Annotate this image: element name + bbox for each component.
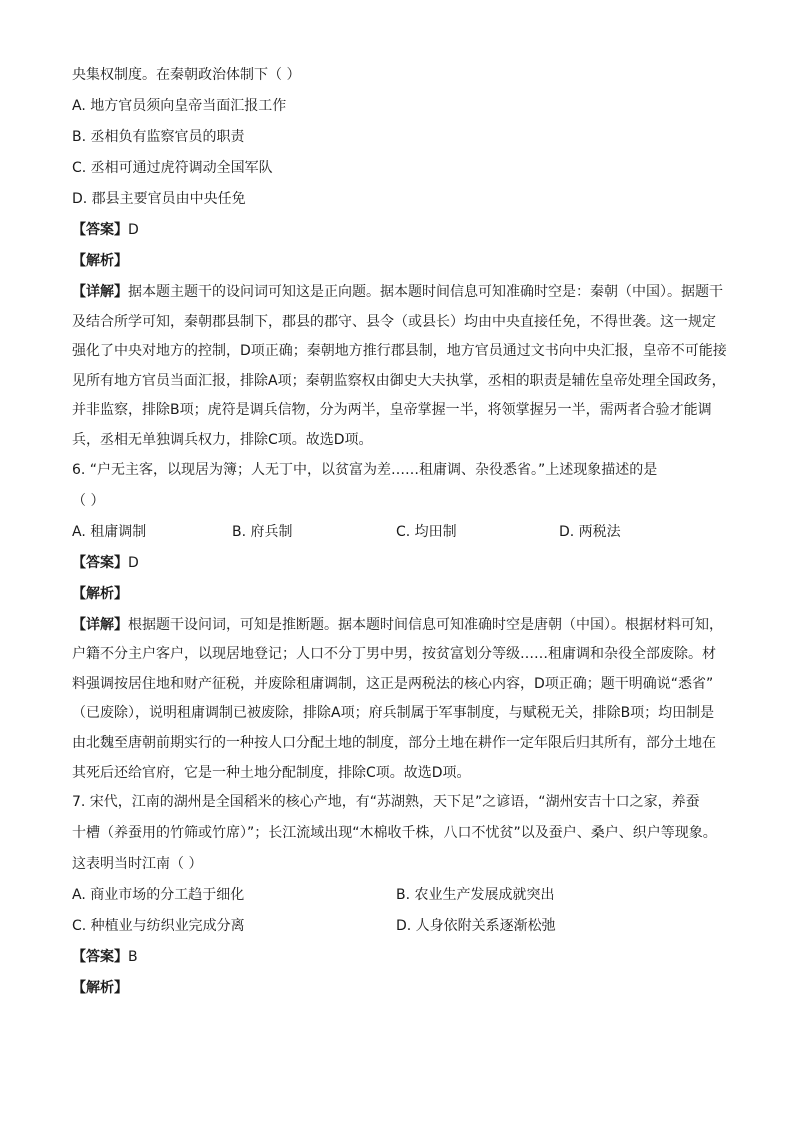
document-page xyxy=(72,62,727,1006)
q6-options-row xyxy=(72,519,722,550)
q6-detail-line: （已废除），说明租庸调制已被废除，排除A项；府兵制属于军事制度，与赋税无关，排除B项；均田制是 xyxy=(72,705,715,722)
q5-detail-line: 强化了中央对地方的控制，D项正确；秦朝地方推行郡县制，地方官员通过文书向中央汇报，皇帝不可能接 xyxy=(72,343,727,360)
answer-tag: 【答案】 xyxy=(72,554,128,571)
q6-detail-line: 户籍不分主户客户，以现居地登记；人口不分丁男中男，按贫富划分等级……租庸调和杂役全部废除。材 xyxy=(72,646,716,663)
q7-options-row xyxy=(72,913,722,944)
q6-detail-line: 料强调按居住地和财产征税，并废除租庸调制，这正是两税法的核心内容，D项正确；题干明确说“悉省” xyxy=(72,675,714,692)
q5-option-a: A. 地方官员须向皇帝当面汇报工作 xyxy=(72,98,287,114)
q5-detail-line xyxy=(72,279,722,309)
q5-detail-line: 及结合所学可知，秦朝郡县制下，郡县的郡守、县令（或县长）均由中央直接任免，不得世袭。这一规定 xyxy=(72,313,716,330)
q7-stem: 7. 宋代，江南的湖州是全国稻米的核心产地，有“苏湖熟，天下足”之谚语，“湖州安吉十口之家，养蚕 xyxy=(72,794,700,811)
answer-value: B xyxy=(128,949,138,966)
q7-options-row xyxy=(72,882,722,913)
answer-value: D xyxy=(128,222,139,238)
analysis-tag: 【解析】 xyxy=(72,585,128,602)
q6-option-c: C. 均田制 xyxy=(396,523,457,540)
q5-option-d: D. 郡县主要官员由中央任免 xyxy=(72,191,246,207)
q7-stem: 十槽（养蚕用的竹筛或竹席）”；长江流域出现“木棉收千株，八口不忧贫”以及蚕户、桑户、织户等现象。 xyxy=(72,825,717,842)
q6-detail-line xyxy=(72,612,722,642)
q6-analysis xyxy=(72,581,722,612)
answer-tag: 【答案】 xyxy=(72,222,128,238)
q5-answer xyxy=(72,217,722,248)
detail-text: 据本题主题干的设问词可知这是正向题。据本题时间信息可知准确时空是：秦朝（中国）。据题干 xyxy=(128,284,723,300)
q6-answer xyxy=(72,550,722,581)
q5-option-b: B. 丞相负有监察官员的职责 xyxy=(72,129,245,145)
q6-stem: 6. “户无主客，以现居为簿；人无丁中，以贫富为差……租庸调、杂役悉省。”上述现象描述的是 xyxy=(72,461,658,478)
answer-value: D xyxy=(128,554,139,571)
q5-option-c: C. 丞相可通过虎符调动全国军队 xyxy=(72,160,273,176)
q6-detail-line: 其死后还给官府，它是一种土地分配制度，排除C项。故选D项。 xyxy=(72,764,471,781)
q6-option-a: A. 租庸调制 xyxy=(72,523,147,540)
q7-analysis xyxy=(72,975,722,1006)
q7-option-d: D. 人身依附关系逐渐松弛 xyxy=(396,918,556,935)
q5-detail-line: 兵，丞相无单独调兵权力，排除C项。故选D项。 xyxy=(72,431,373,448)
q6-option-d: D. 两税法 xyxy=(559,523,621,540)
q7-option-c: C. 种植业与纺织业完成分离 xyxy=(72,918,245,935)
q7-option-a: A. 商业市场的分工趋于细化 xyxy=(72,887,245,904)
detail-tag: 【详解】 xyxy=(72,616,128,633)
q5-detail-line: 并非监察，排除B项；虎符是调兵信物，分为两半，皇帝掌握一半，将领掌握另一半，需两者合验才能调 xyxy=(72,402,712,419)
q5-stem: 央集权制度。在秦朝政治体制下（ ） xyxy=(72,67,301,83)
answer-tag: 【答案】 xyxy=(72,949,128,966)
q7-answer xyxy=(72,944,722,975)
q5-analysis xyxy=(72,248,722,279)
detail-text: 根据题干设问词，可知是推断题。据本题时间信息可知准确时空是唐朝（中国）。根据材料可知， xyxy=(128,616,723,633)
detail-tag: 【详解】 xyxy=(72,284,128,300)
q7-option-b: B. 农业生产发展成就突出 xyxy=(396,887,555,904)
q7-stem: 这表明当时江南（ ） xyxy=(72,856,203,873)
q5-detail-line: 见所有地方官员当面汇报，排除A项；秦朝监察权由御史大夫执掌，丞相的职责是辅佐皇帝处理全国政务， xyxy=(72,372,726,389)
analysis-tag: 【解析】 xyxy=(72,980,128,997)
q6-stem: （ ） xyxy=(72,492,105,509)
analysis-tag: 【解析】 xyxy=(72,253,128,269)
q6-option-b: B. 府兵制 xyxy=(232,523,293,540)
q6-detail-line: 由北魏至唐朝前期实行的一种按人口分配土地的制度，部分土地在耕作一定年限后归其所有，部分土地在 xyxy=(72,734,716,751)
